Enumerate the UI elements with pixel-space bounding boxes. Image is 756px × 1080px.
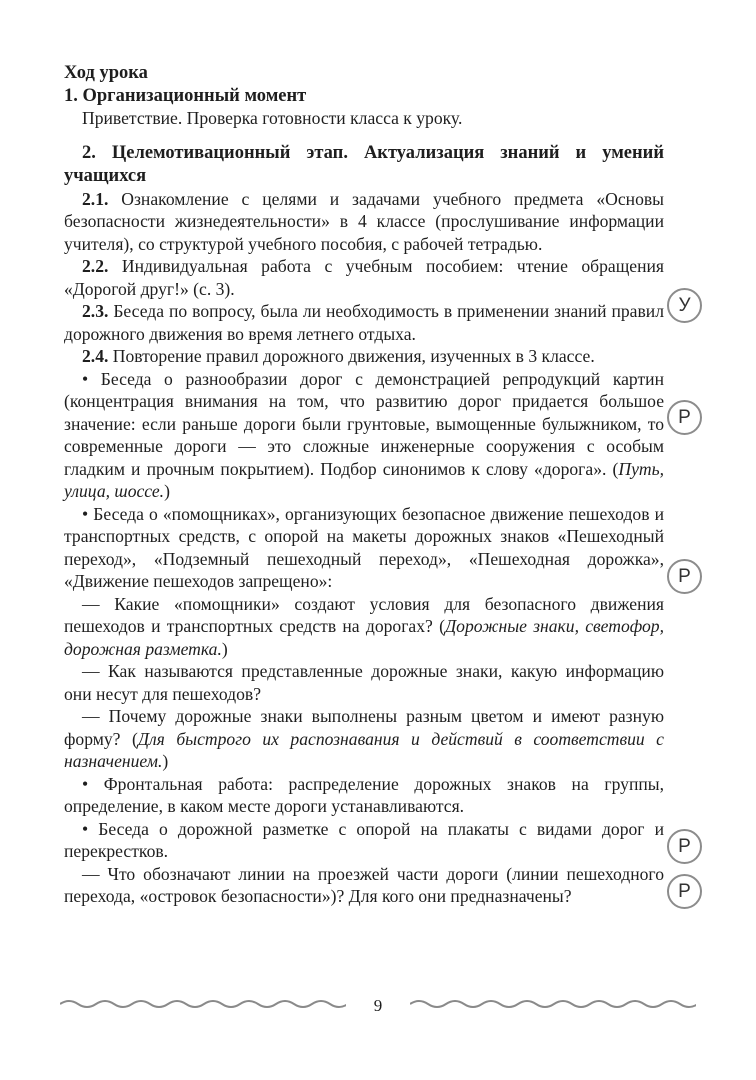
question-road-lines: — Что обозначают линии на проезжей части дороги (линии пешеходного перехода, «островок безопасности»)? Для кого они предназначены? <box>64 863 664 906</box>
section-1-body: Приветствие. Проверка готовности класса к уроку. <box>82 108 463 128</box>
question-helpers <box>64 593 664 661</box>
bullet-roads-variety-close: ) <box>164 481 170 501</box>
paragraph-2-4-text: Повторение правил дорожного движения, изученных в 3 классе. <box>108 346 595 366</box>
marker-regulatory-icon: Р <box>667 559 702 594</box>
page-number: 9 <box>373 996 383 1015</box>
paragraph-2-1-text: Ознакомление с целями и задачами учебного предмета «Основы безопасности жизнедеятельности» в 4 классе (прослушивание информации учителя), со структурой учебного пособия, с рабочей тетрадью. <box>64 188 664 254</box>
question-helpers-text: — Какие «помощники» создают условия для безопасного движения пешеходов и транспортных средств на дорогах? ( <box>64 593 664 636</box>
question-sign-colors-text: — Почему дорожные знаки выполнены разным цветом и имеют разную форму? ( <box>64 706 664 749</box>
marker-regulatory-icon: Р <box>667 829 702 864</box>
bullet-roads-variety <box>64 368 664 503</box>
question-helpers-close: ) <box>221 638 228 659</box>
paragraph-2-1 <box>64 188 664 256</box>
paragraph-2-4 <box>64 345 664 368</box>
question-sign-names: — Как называются представленные дорожные знаки, какую информацию они несут для пешеходов? <box>64 661 664 704</box>
paragraph-2-3 <box>64 300 664 345</box>
marker-regulatory-icon: Р <box>667 400 702 435</box>
paragraph-2-2-text: Индивидуальная работа с учебным пособием: чтение обращения «Дорогой друг!» (с. 3). <box>64 256 664 299</box>
section-1-heading: 1. Организационный момент <box>64 85 307 106</box>
section-2-heading: 2. Целемотивационный этап. Актуализация знаний и умений учащихся <box>64 142 664 186</box>
bullet-helpers: • Беседа о «помощниках», организующих безопасное движение пешеходов и транспортных средств, с опорой на макеты дорожных знаков «Пешеходный переход», «Подземный пешеходный переход», «Пешеходная дорожка», «Движение пешеходов запрещено»: <box>64 503 664 591</box>
footer-wave-right <box>410 997 696 1011</box>
page-title: Ход урока <box>64 63 148 83</box>
question-sign-colors <box>64 705 664 773</box>
marker-regulatory-icon: Р <box>667 874 702 909</box>
bullet-roads-variety-text: • Беседа о разнообразии дорог с демонстрацией репродукций картин (концентрация внимания на том, что развитию дорог придается большое значение: если раньше дороги были грунтовые, вымощенные булыжником, то современные дороги — это сложные инженерные сооружения с особым гладким и прочным покрытием). Подбор синонимов к слову «дорога». ( <box>64 368 664 479</box>
text-column <box>64 62 664 908</box>
marker-personal-icon: У <box>667 288 702 323</box>
bullet-frontal-work: • Фронтальная работа: распределение дорожных знаков на группы, определение, в каком месте дороги устанавливаются. <box>64 773 664 816</box>
paragraph-2-3-text: Беседа по вопросу, была ли необходимость в применении знаний правил дорожного движения во время летнего отдыха. <box>64 301 664 344</box>
bullet-road-marking: • Беседа о дорожной разметке с опорой на плакаты с видами дорог и перекрестков. <box>64 818 664 861</box>
question-sign-colors-close: ) <box>162 751 169 771</box>
question-helpers-answer: Дорожные знаки, светофор, дорожная разметка. <box>64 616 664 659</box>
question-sign-colors-answer: Для быстрого их распознавания и действий в соответствии с назначением. <box>64 728 664 771</box>
paragraph-2-3-number: 2.3. <box>82 301 109 321</box>
paragraph-2-2-number: 2.2. <box>82 256 109 276</box>
paragraph-2-1-number: 2.1. <box>82 188 109 209</box>
bullet-roads-variety-answer: Путь, улица, шоссе. <box>64 458 664 501</box>
paragraph-2-4-number: 2.4. <box>82 346 109 366</box>
paragraph-2-2 <box>64 255 664 300</box>
